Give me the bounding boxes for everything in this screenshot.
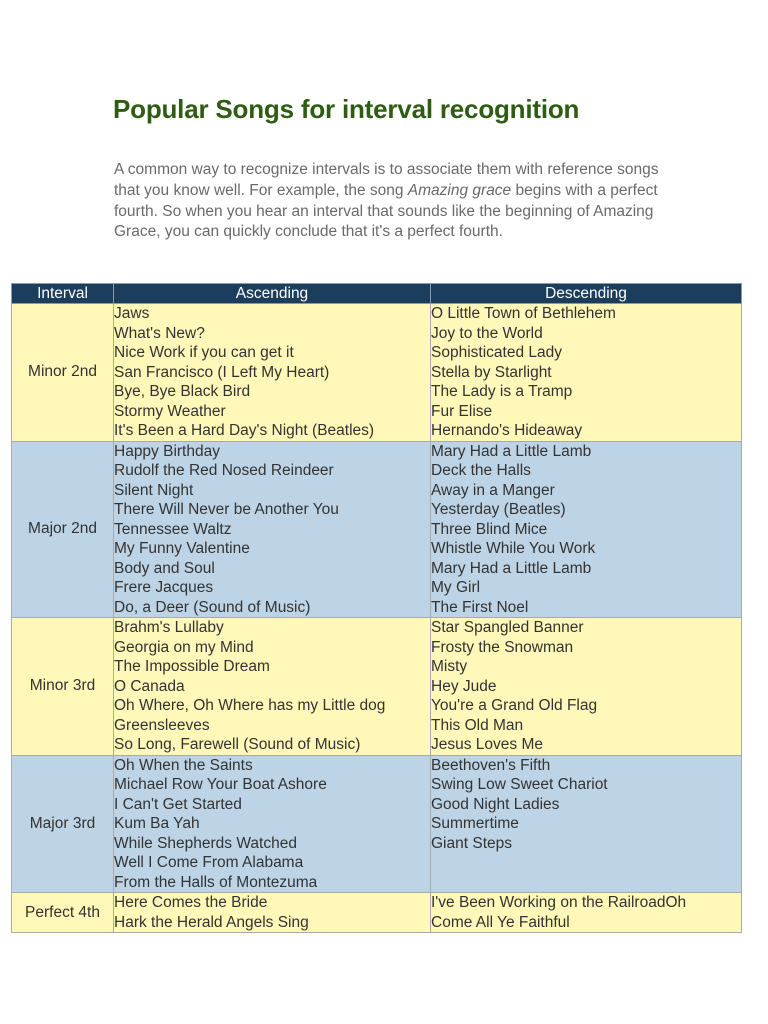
song-title: Silent Night [114,481,194,499]
interval-cell: Major 3rd [12,755,114,893]
ascending-songs-cell [114,755,431,893]
song-title: O Canada [114,677,185,695]
song-title: Hark the Herald Angels Sing [114,913,309,931]
ascending-songs-cell [114,618,431,756]
table-row [12,618,742,756]
interval-songs-table [11,283,742,933]
song-title: Mary Had a Little Lamb [431,442,592,460]
descending-songs-cell [431,304,742,442]
song-title: Georgia on my Mind [114,638,254,656]
song-title: The First Noel [431,598,529,616]
song-title: O Little Town of Bethlehem [431,305,616,322]
song-title: Joy to the World [431,324,543,342]
song-title: It's Been a Hard Day's Night (Beatles) [114,422,375,439]
song-title: Star Spangled Banner [431,619,584,636]
song-title: The Lady is a Tramp [431,383,573,400]
song-title: Frere Jacques [114,579,214,596]
song-title: I Can't Get Started [114,795,242,813]
song-title: Sophisticated Lady [431,344,562,361]
interval-cell: Major 2nd [12,441,114,618]
song-title: Jesus Loves Me [431,736,543,753]
song-title: Hernando's Hideaway [431,422,583,439]
intro-text-start: A common way to recognize intervals is to associate them with reference songs that you know well. For example, the song [114,161,659,199]
interval-cell: Minor 3rd [12,618,114,756]
intro-paragraph [114,160,659,243]
page-title: Popular Songs for interval recognition [113,94,580,124]
song-title: From the Halls of Montezuma [114,873,318,891]
song-title: Greensleeves [114,716,210,734]
song-title: Fur Elise [431,402,493,420]
descending-songs-cell [431,441,742,618]
descending-songs-cell [431,893,742,933]
song-title: Body and Soul [114,559,215,577]
descending-songs-cell [431,618,742,756]
header-descending: Descending [431,284,742,304]
song-title: Summertime [431,815,519,832]
table-header-row [12,284,742,304]
header-ascending: Ascending [114,284,431,304]
song-title: Three Blind Mice [431,520,548,538]
interval-cell: Perfect 4th [12,893,114,933]
intro-text-end: begins with a perfect fourth. So when you hear an interval that sounds like the beginning of Amazing Grace, you can quickly conclude that it's a perfect fourth. [114,181,658,241]
song-title: Good Night Ladies [431,795,560,813]
song-title: Well I Come From Alabama [114,854,304,871]
song-title: Stella by Starlight [431,363,552,381]
song-title: Rudolf the Red Nosed Reindeer [114,462,334,479]
song-title: I've Been Working on the RailroadOh [431,894,687,911]
song-title: You're a Grand Old Flag [431,697,598,714]
intro-emphasis: Amazing grace [407,181,512,199]
song-title: The Impossible Dream [114,658,270,675]
song-title: Beethoven's Fifth [431,756,551,774]
song-title: While Shepherds Watched [114,834,297,852]
song-title: Come All Ye Faithful [431,913,570,931]
song-title: Away in a Manger [431,481,555,499]
song-title: San Francisco (I Left My Heart) [114,363,330,381]
song-title: What's New? [114,324,205,342]
song-title: This Old Man [431,716,524,734]
song-title: Here Comes the Bride [114,894,268,911]
header-interval: Interval [12,284,114,304]
song-title: Giant Steps [431,834,512,852]
ascending-songs-cell [114,441,431,618]
song-title: Oh Where, Oh Where has my Little dog [114,697,386,714]
table-row [12,441,742,618]
ascending-songs-cell [114,893,431,933]
ascending-songs-cell [114,304,431,442]
table-row [12,755,742,893]
song-title: Jaws [114,305,150,322]
song-title: Misty [431,658,468,675]
song-title: There Will Never be Another You [114,501,339,518]
song-title: Nice Work if you can get it [114,344,294,361]
song-title: Tennessee Waltz [114,520,232,538]
song-title: Stormy Weather [114,402,226,420]
song-title: Do, a Deer (Sound of Music) [114,598,311,616]
song-title: Swing Low Sweet Chariot [431,776,608,793]
song-title: Brahm's Lullaby [114,619,224,636]
table-body [12,304,742,933]
song-title: My Girl [431,579,481,596]
song-title: My Funny Valentine [114,540,250,557]
song-title: Frosty the Snowman [431,638,574,656]
table-row [12,893,742,933]
interval-cell: Minor 2nd [12,304,114,442]
song-title: Michael Row Your Boat Ashore [114,776,327,793]
table-row [12,304,742,442]
song-title: Mary Had a Little Lamb [431,559,592,577]
descending-songs-cell [431,755,742,893]
song-title: So Long, Farewell (Sound of Music) [114,736,361,753]
song-title: Bye, Bye Black Bird [114,383,251,400]
song-title: Oh When the Saints [114,756,253,774]
song-title: Hey Jude [431,677,497,695]
song-title: Yesterday (Beatles) [431,501,566,518]
song-title: Kum Ba Yah [114,815,200,832]
song-title: Whistle While You Work [431,540,596,557]
song-title: Deck the Halls [431,462,531,479]
song-title: Happy Birthday [114,442,220,460]
